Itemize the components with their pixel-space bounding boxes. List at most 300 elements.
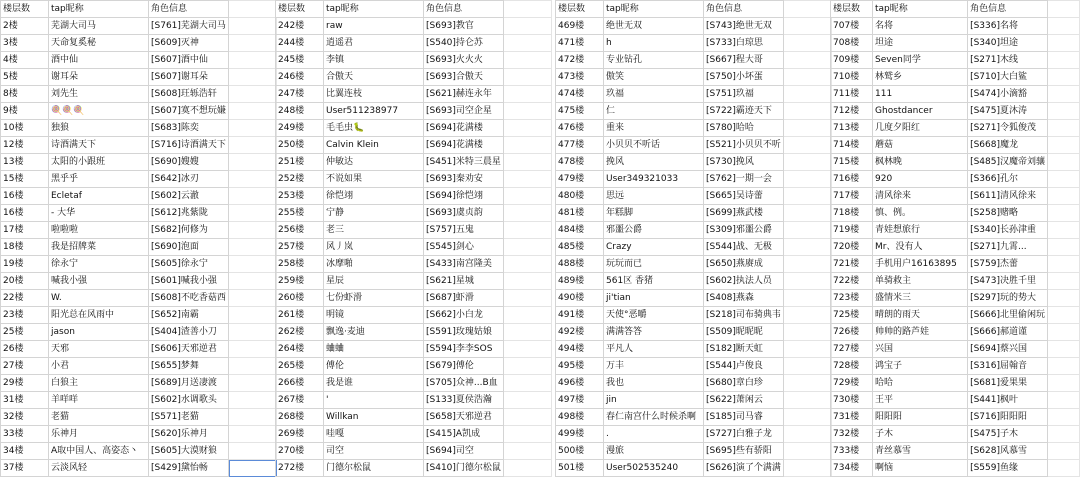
empty-cell[interactable]	[1048, 86, 1080, 103]
empty-cell[interactable]	[1048, 324, 1080, 341]
nickname-cell[interactable]: 平凡人	[604, 341, 704, 358]
nickname-cell[interactable]: 920	[873, 171, 968, 188]
nickname-cell[interactable]: 晴朗的雨天	[873, 307, 968, 324]
role-info-cell[interactable]: [S621]星城	[424, 273, 504, 290]
nickname-cell[interactable]: 谢耳朵	[49, 69, 149, 86]
role-info-cell[interactable]: [S716]阳阳阳	[968, 409, 1048, 426]
nickname-cell[interactable]: 合傲天	[324, 69, 424, 86]
empty-cell[interactable]	[784, 256, 832, 273]
role-info-cell[interactable]: [S366]孔尔	[968, 171, 1048, 188]
empty-cell[interactable]	[504, 103, 552, 120]
empty-cell[interactable]	[504, 375, 552, 392]
nickname-cell[interactable]: 冰摩啪	[324, 256, 424, 273]
role-info-cell[interactable]: [S694]花满楼	[424, 137, 504, 154]
floor-cell[interactable]: 270楼	[276, 443, 324, 460]
empty-cell[interactable]	[229, 35, 277, 52]
floor-cell[interactable]: 712楼	[831, 103, 873, 120]
empty-cell[interactable]	[229, 120, 277, 137]
empty-cell[interactable]	[229, 409, 277, 426]
nickname-cell[interactable]: Seven同学	[873, 52, 968, 69]
empty-cell[interactable]	[784, 120, 832, 137]
empty-cell[interactable]	[784, 307, 832, 324]
nickname-cell[interactable]: 我是招牌菜	[49, 239, 149, 256]
floor-cell[interactable]: 733楼	[831, 443, 873, 460]
nickname-cell[interactable]: 玩玩而已	[604, 256, 704, 273]
nickname-cell[interactable]: h	[604, 35, 704, 52]
role-info-cell[interactable]: [S609]灭神	[149, 35, 229, 52]
nickname-cell[interactable]: 李镇	[324, 52, 424, 69]
floor-cell[interactable]: 725楼	[831, 307, 873, 324]
nickname-cell[interactable]: 清风徐来	[873, 188, 968, 205]
floor-cell[interactable]: 242楼	[276, 18, 324, 35]
floor-cell[interactable]: 473楼	[556, 69, 604, 86]
role-info-cell[interactable]: [S716]诗酒满天下	[149, 137, 229, 154]
floor-cell[interactable]: 720楼	[831, 239, 873, 256]
empty-cell[interactable]	[504, 137, 552, 154]
floor-cell[interactable]: 727楼	[831, 341, 873, 358]
floor-cell[interactable]: 5楼	[1, 69, 49, 86]
role-info-cell[interactable]: [S620]乐神月	[149, 426, 229, 443]
floor-cell[interactable]: 253楼	[276, 188, 324, 205]
role-info-cell[interactable]: [S258]赌略	[968, 205, 1048, 222]
role-info-cell[interactable]: [S761]芜湖大司马	[149, 18, 229, 35]
nickname-cell[interactable]: User349321033	[604, 171, 704, 188]
nickname-cell[interactable]: 芜湖大司马	[49, 18, 149, 35]
floor-cell[interactable]: 471楼	[556, 35, 604, 52]
role-info-cell[interactable]: [S665]吴诗蕾	[704, 188, 784, 205]
column-header[interactable]: 楼层数	[831, 1, 873, 18]
nickname-cell[interactable]: 云淡风轻	[49, 460, 149, 477]
role-info-cell[interactable]: [S594]李李SOS	[424, 341, 504, 358]
role-info-cell[interactable]: [S694]司空	[424, 443, 504, 460]
floor-cell[interactable]: 269楼	[276, 426, 324, 443]
floor-cell[interactable]: 717楼	[831, 188, 873, 205]
floor-cell[interactable]: 719楼	[831, 222, 873, 239]
floor-cell[interactable]: 252楼	[276, 171, 324, 188]
floor-cell[interactable]: 17楼	[1, 222, 49, 239]
role-info-cell[interactable]: [S591]玫瑰姑娘	[424, 324, 504, 341]
nickname-cell[interactable]: 太阳的小跟班	[49, 154, 149, 171]
floor-cell[interactable]: 485楼	[556, 239, 604, 256]
column-header[interactable]: tap昵称	[604, 1, 704, 18]
floor-cell[interactable]: 478楼	[556, 154, 604, 171]
floor-cell[interactable]: 726楼	[831, 324, 873, 341]
empty-cell[interactable]	[1048, 103, 1080, 120]
floor-cell[interactable]: 476楼	[556, 120, 604, 137]
empty-cell[interactable]	[229, 358, 277, 375]
nickname-cell[interactable]: 天使°恶嚼	[604, 307, 704, 324]
empty-cell[interactable]	[1048, 392, 1080, 409]
empty-cell[interactable]	[229, 392, 277, 409]
floor-cell[interactable]: 710楼	[831, 69, 873, 86]
floor-cell[interactable]: 26楼	[1, 341, 49, 358]
empty-cell[interactable]	[1048, 205, 1080, 222]
nickname-cell[interactable]: 星辰	[324, 273, 424, 290]
empty-cell[interactable]	[504, 86, 552, 103]
floor-cell[interactable]: 494楼	[556, 341, 604, 358]
empty-cell[interactable]	[504, 443, 552, 460]
nickname-cell[interactable]: 哈哈	[873, 375, 968, 392]
floor-cell[interactable]: 244楼	[276, 35, 324, 52]
floor-cell[interactable]: 16楼	[1, 205, 49, 222]
floor-cell[interactable]: 477楼	[556, 137, 604, 154]
nickname-cell[interactable]: 门德尔松鼠	[324, 460, 424, 477]
floor-cell[interactable]: 723楼	[831, 290, 873, 307]
nickname-cell[interactable]: 玖福	[604, 86, 704, 103]
nickname-cell[interactable]: 枫林晚	[873, 154, 968, 171]
role-info-cell[interactable]: [S666]北里偷闲玩	[968, 307, 1048, 324]
role-info-cell[interactable]: [S336]名将	[968, 18, 1048, 35]
nickname-cell[interactable]: 小贝贝不听话	[604, 137, 704, 154]
empty-cell[interactable]	[229, 222, 277, 239]
nickname-cell[interactable]: 绝世无双	[604, 18, 704, 35]
floor-cell[interactable]: 259楼	[276, 273, 324, 290]
role-info-cell[interactable]: [S655]梦舞	[149, 358, 229, 375]
floor-cell[interactable]: 25楼	[1, 324, 49, 341]
empty-cell[interactable]	[504, 392, 552, 409]
empty-cell[interactable]	[784, 18, 832, 35]
role-info-cell[interactable]: [S662]小白龙	[424, 307, 504, 324]
floor-cell[interactable]: 9楼	[1, 103, 49, 120]
empty-cell[interactable]	[784, 52, 832, 69]
nickname-cell[interactable]: 徐永宁	[49, 256, 149, 273]
role-info-cell[interactable]: [S297]玩的势大	[968, 290, 1048, 307]
nickname-cell[interactable]: 鸿宝子	[873, 358, 968, 375]
floor-cell[interactable]: 722楼	[831, 273, 873, 290]
empty-cell[interactable]	[229, 137, 277, 154]
nickname-cell[interactable]: 白狼主	[49, 375, 149, 392]
nickname-cell[interactable]: 明镜	[324, 307, 424, 324]
role-info-cell[interactable]: [S750]小坏蛋	[704, 69, 784, 86]
floor-cell[interactable]: 19楼	[1, 256, 49, 273]
floor-cell[interactable]: 499楼	[556, 426, 604, 443]
nickname-cell[interactable]: 我也	[604, 375, 704, 392]
floor-cell[interactable]: 10楼	[1, 120, 49, 137]
floor-cell[interactable]: 16楼	[1, 188, 49, 205]
floor-cell[interactable]: 728楼	[831, 358, 873, 375]
floor-cell[interactable]: 13楼	[1, 154, 49, 171]
role-info-cell[interactable]: [S652]南霸	[149, 307, 229, 324]
role-info-cell[interactable]: [S316]屈翰音	[968, 358, 1048, 375]
role-info-cell[interactable]: [S689]月送凄渡	[149, 375, 229, 392]
empty-cell[interactable]	[504, 205, 552, 222]
floor-cell[interactable]: 2楼	[1, 18, 49, 35]
floor-cell[interactable]: 474楼	[556, 86, 604, 103]
empty-cell[interactable]	[1048, 222, 1080, 239]
column-header[interactable]: 楼层数	[1, 1, 49, 18]
empty-cell[interactable]	[504, 239, 552, 256]
role-info-cell[interactable]: [S309]邪噩公爵	[704, 222, 784, 239]
empty-cell[interactable]	[1048, 409, 1080, 426]
role-info-cell[interactable]: [S473]决胜千里	[968, 273, 1048, 290]
empty-cell[interactable]	[1048, 443, 1080, 460]
role-info-cell[interactable]: [S693]火火火	[424, 52, 504, 69]
nickname-cell[interactable]: 几度夕阳红	[873, 120, 968, 137]
column-header[interactable]: 角色信息	[424, 1, 504, 18]
nickname-cell[interactable]: 宁静	[324, 205, 424, 222]
nickname-cell[interactable]: 刘先生	[49, 86, 149, 103]
floor-cell[interactable]: 714楼	[831, 137, 873, 154]
nickname-cell[interactable]: 坦途	[873, 35, 968, 52]
nickname-cell[interactable]: 万丰	[604, 358, 704, 375]
empty-cell[interactable]	[1048, 69, 1080, 86]
role-info-cell[interactable]: [S429]黛怡畅	[149, 460, 229, 477]
empty-cell[interactable]	[504, 358, 552, 375]
empty-cell[interactable]	[504, 273, 552, 290]
empty-cell[interactable]	[504, 1, 552, 18]
floor-cell[interactable]: 12楼	[1, 137, 49, 154]
floor-cell[interactable]: 716楼	[831, 171, 873, 188]
role-info-cell[interactable]: [S690]嫂嫂	[149, 154, 229, 171]
floor-cell[interactable]: 472楼	[556, 52, 604, 69]
nickname-cell[interactable]: 啊恼	[873, 460, 968, 477]
role-info-cell[interactable]: [S694]徐恺翊	[424, 188, 504, 205]
role-info-cell[interactable]: [S271]令狐俊茂	[968, 120, 1048, 137]
role-info-cell[interactable]: [S606]天邪逆君	[149, 341, 229, 358]
empty-cell[interactable]	[229, 273, 277, 290]
role-info-cell[interactable]: [S133]夏侯浩瀚	[424, 392, 504, 409]
floor-cell[interactable]: 256楼	[276, 222, 324, 239]
floor-cell[interactable]: 708楼	[831, 35, 873, 52]
empty-cell[interactable]	[1048, 1, 1080, 18]
nickname-cell[interactable]: Willkan	[324, 409, 424, 426]
floor-cell[interactable]: 492楼	[556, 324, 604, 341]
floor-cell[interactable]: 23楼	[1, 307, 49, 324]
floor-cell[interactable]: 246楼	[276, 69, 324, 86]
nickname-cell[interactable]: Crazy	[604, 239, 704, 256]
role-info-cell[interactable]: [S451]米特三晨星	[424, 154, 504, 171]
empty-cell[interactable]	[1048, 188, 1080, 205]
floor-cell[interactable]: 18楼	[1, 239, 49, 256]
nickname-cell[interactable]: jin	[604, 392, 704, 409]
role-info-cell[interactable]: [S666]郝道谨	[968, 324, 1048, 341]
nickname-cell[interactable]: 挽风	[604, 154, 704, 171]
floor-cell[interactable]: 31楼	[1, 392, 49, 409]
floor-cell[interactable]: 475楼	[556, 103, 604, 120]
nickname-cell[interactable]: 🍭🍭🍭	[49, 103, 149, 120]
column-header[interactable]: tap昵称	[873, 1, 968, 18]
nickname-cell[interactable]: Calvin Klein	[324, 137, 424, 154]
nickname-cell[interactable]: 兴国	[873, 341, 968, 358]
nickname-cell[interactable]: 诗酒满天下	[49, 137, 149, 154]
floor-cell[interactable]: 265楼	[276, 358, 324, 375]
floor-cell[interactable]: 264楼	[276, 341, 324, 358]
nickname-cell[interactable]: 漫旅	[604, 443, 704, 460]
empty-cell[interactable]	[784, 35, 832, 52]
role-info-cell[interactable]: [S485]汉魔帝刘骧	[968, 154, 1048, 171]
floor-cell[interactable]: 257楼	[276, 239, 324, 256]
empty-cell[interactable]	[504, 188, 552, 205]
floor-cell[interactable]: 713楼	[831, 120, 873, 137]
nickname-cell[interactable]: 重来	[604, 120, 704, 137]
nickname-cell[interactable]: 羊咩咩	[49, 392, 149, 409]
nickname-cell[interactable]: 名将	[873, 18, 968, 35]
role-info-cell[interactable]: [S762]一期一会	[704, 171, 784, 188]
floor-cell[interactable]: 707楼	[831, 18, 873, 35]
role-info-cell[interactable]: [S642]冰刃	[149, 171, 229, 188]
nickname-cell[interactable]: 天命复奚秘	[49, 35, 149, 52]
role-info-cell[interactable]: [S540]持仑苏	[424, 35, 504, 52]
empty-cell[interactable]	[784, 239, 832, 256]
nickname-cell[interactable]: 天邪	[49, 341, 149, 358]
empty-cell[interactable]	[1048, 375, 1080, 392]
empty-cell[interactable]	[229, 103, 277, 120]
nickname-cell[interactable]: 春仁南宫什么时候杀啊	[604, 409, 704, 426]
role-info-cell[interactable]: [S605]大漠财狼	[149, 443, 229, 460]
role-info-cell[interactable]: [S607]寞不想玩嫌	[149, 103, 229, 120]
role-info-cell[interactable]: [S544]卢俊良	[704, 358, 784, 375]
nickname-cell[interactable]: ji'tian	[604, 290, 704, 307]
nickname-cell[interactable]: 乐神月	[49, 426, 149, 443]
role-info-cell[interactable]: [S441]枫叶	[968, 392, 1048, 409]
empty-cell[interactable]	[504, 52, 552, 69]
empty-cell[interactable]	[229, 443, 277, 460]
role-info-cell[interactable]: [S780]哈哈	[704, 120, 784, 137]
nickname-cell[interactable]: 阳光总在风雨中	[49, 307, 149, 324]
nickname-cell[interactable]: '	[324, 392, 424, 409]
floor-cell[interactable]: 730楼	[831, 392, 873, 409]
empty-cell[interactable]	[784, 188, 832, 205]
nickname-cell[interactable]: 青丝慕雪	[873, 443, 968, 460]
floor-cell[interactable]: 732楼	[831, 426, 873, 443]
column-header[interactable]: 角色信息	[149, 1, 229, 18]
empty-cell[interactable]	[784, 86, 832, 103]
nickname-cell[interactable]: 思远	[604, 188, 704, 205]
empty-cell[interactable]	[1048, 18, 1080, 35]
nickname-cell[interactable]: 561区 香猪	[604, 273, 704, 290]
empty-cell[interactable]	[229, 69, 277, 86]
nickname-cell[interactable]: Mr、没有人	[873, 239, 968, 256]
nickname-cell[interactable]: jason	[49, 324, 149, 341]
empty-cell[interactable]	[1048, 273, 1080, 290]
floor-cell[interactable]: 498楼	[556, 409, 604, 426]
floor-cell[interactable]: 32楼	[1, 409, 49, 426]
nickname-cell[interactable]: 喊我小强	[49, 273, 149, 290]
role-info-cell[interactable]: [S571]老猫	[149, 409, 229, 426]
column-header[interactable]: tap昵称	[49, 1, 149, 18]
role-info-cell[interactable]: [S705]众神...B血	[424, 375, 504, 392]
floor-cell[interactable]: 245楼	[276, 52, 324, 69]
nickname-cell[interactable]: W.	[49, 290, 149, 307]
role-info-cell[interactable]: [S340]坦途	[968, 35, 1048, 52]
empty-cell[interactable]	[1048, 239, 1080, 256]
role-info-cell[interactable]: [S408]燕森	[704, 290, 784, 307]
floor-cell[interactable]: 266楼	[276, 375, 324, 392]
nickname-cell[interactable]: 青娃想旅行	[873, 222, 968, 239]
nickname-cell[interactable]: 王平	[873, 392, 968, 409]
floor-cell[interactable]: 734楼	[831, 460, 873, 477]
empty-cell[interactable]	[504, 409, 552, 426]
empty-cell[interactable]	[229, 205, 277, 222]
nickname-cell[interactable]: 111	[873, 86, 968, 103]
floor-cell[interactable]: 261楼	[276, 307, 324, 324]
floor-cell[interactable]: 8楼	[1, 86, 49, 103]
role-info-cell[interactable]: [S695]些有骄阳	[704, 443, 784, 460]
nickname-cell[interactable]: 仲敏达	[324, 154, 424, 171]
empty-cell[interactable]	[1048, 35, 1080, 52]
nickname-cell[interactable]: 七份虾滑	[324, 290, 424, 307]
empty-cell[interactable]	[229, 341, 277, 358]
empty-cell[interactable]	[784, 222, 832, 239]
role-info-cell[interactable]: [S694]花满楼	[424, 120, 504, 137]
empty-cell[interactable]	[1048, 460, 1080, 477]
role-info-cell[interactable]: [S658]天邪逆君	[424, 409, 504, 426]
floor-cell[interactable]: 501楼	[556, 460, 604, 477]
floor-cell[interactable]: 15楼	[1, 171, 49, 188]
nickname-cell[interactable]: 独狼	[49, 120, 149, 137]
role-info-cell[interactable]: [S759]杰蕾	[968, 256, 1048, 273]
empty-cell[interactable]	[784, 358, 832, 375]
role-info-cell[interactable]: [S693]秦劝安	[424, 171, 504, 188]
empty-cell[interactable]	[1048, 256, 1080, 273]
role-info-cell[interactable]: [S185]司马睿	[704, 409, 784, 426]
role-info-cell[interactable]: [S475]子木	[968, 426, 1048, 443]
nickname-cell[interactable]: 傅伦	[324, 358, 424, 375]
role-info-cell[interactable]: [S621]赫连永年	[424, 86, 504, 103]
floor-cell[interactable]: 268楼	[276, 409, 324, 426]
role-info-cell[interactable]: [S693]虞贞韵	[424, 205, 504, 222]
nickname-cell[interactable]: 专业钻孔	[604, 52, 704, 69]
floor-cell[interactable]: 37楼	[1, 460, 49, 477]
role-info-cell[interactable]: [S694]蔡兴国	[968, 341, 1048, 358]
role-info-cell[interactable]: [S757]五鬼	[424, 222, 504, 239]
empty-cell[interactable]	[229, 188, 277, 205]
empty-cell[interactable]	[1048, 171, 1080, 188]
nickname-cell[interactable]: 蘑菇	[873, 137, 968, 154]
floor-cell[interactable]: 484楼	[556, 222, 604, 239]
role-info-cell[interactable]: [S605]徐永宁	[149, 256, 229, 273]
empty-cell[interactable]	[504, 120, 552, 137]
column-header[interactable]: 角色信息	[704, 1, 784, 18]
role-info-cell[interactable]: [S545]剑心	[424, 239, 504, 256]
empty-cell[interactable]	[504, 460, 552, 477]
empty-cell[interactable]	[229, 375, 277, 392]
column-header[interactable]: 角色信息	[968, 1, 1048, 18]
nickname-cell[interactable]: 飘逸·麦迪	[324, 324, 424, 341]
role-info-cell[interactable]: [S611]清风徐来	[968, 188, 1048, 205]
floor-cell[interactable]: 251楼	[276, 154, 324, 171]
floor-cell[interactable]: 27楼	[1, 358, 49, 375]
role-info-cell[interactable]: [S743]绝世无双	[704, 18, 784, 35]
floor-cell[interactable]: 20楼	[1, 273, 49, 290]
empty-cell[interactable]	[784, 205, 832, 222]
empty-cell[interactable]	[1048, 137, 1080, 154]
empty-cell[interactable]	[784, 375, 832, 392]
empty-cell[interactable]	[1048, 290, 1080, 307]
role-info-cell[interactable]: [S607]谢耳朵	[149, 69, 229, 86]
empty-cell[interactable]	[784, 290, 832, 307]
nickname-cell[interactable]: 满满答答	[604, 324, 704, 341]
empty-cell[interactable]	[229, 171, 277, 188]
floor-cell[interactable]: 715楼	[831, 154, 873, 171]
nickname-cell[interactable]: A取中国人、高姿态丶	[49, 443, 149, 460]
empty-cell[interactable]	[784, 409, 832, 426]
empty-cell[interactable]	[229, 154, 277, 171]
nickname-cell[interactable]: 小君	[49, 358, 149, 375]
nickname-cell[interactable]: 毛毛虫🐛	[324, 120, 424, 137]
floor-cell[interactable]: 709楼	[831, 52, 873, 69]
floor-cell[interactable]: 495楼	[556, 358, 604, 375]
empty-cell[interactable]	[784, 460, 832, 477]
role-info-cell[interactable]: [S679]傅伦	[424, 358, 504, 375]
empty-cell[interactable]	[229, 86, 277, 103]
role-info-cell[interactable]: [S602]水调歌头	[149, 392, 229, 409]
role-info-cell[interactable]: [S521]小贝贝不听	[704, 137, 784, 154]
role-info-cell[interactable]: [S650]燕赓成	[704, 256, 784, 273]
nickname-cell[interactable]: 啦啦啦	[49, 222, 149, 239]
empty-cell[interactable]	[784, 392, 832, 409]
nickname-cell[interactable]: 单骑救主	[873, 273, 968, 290]
